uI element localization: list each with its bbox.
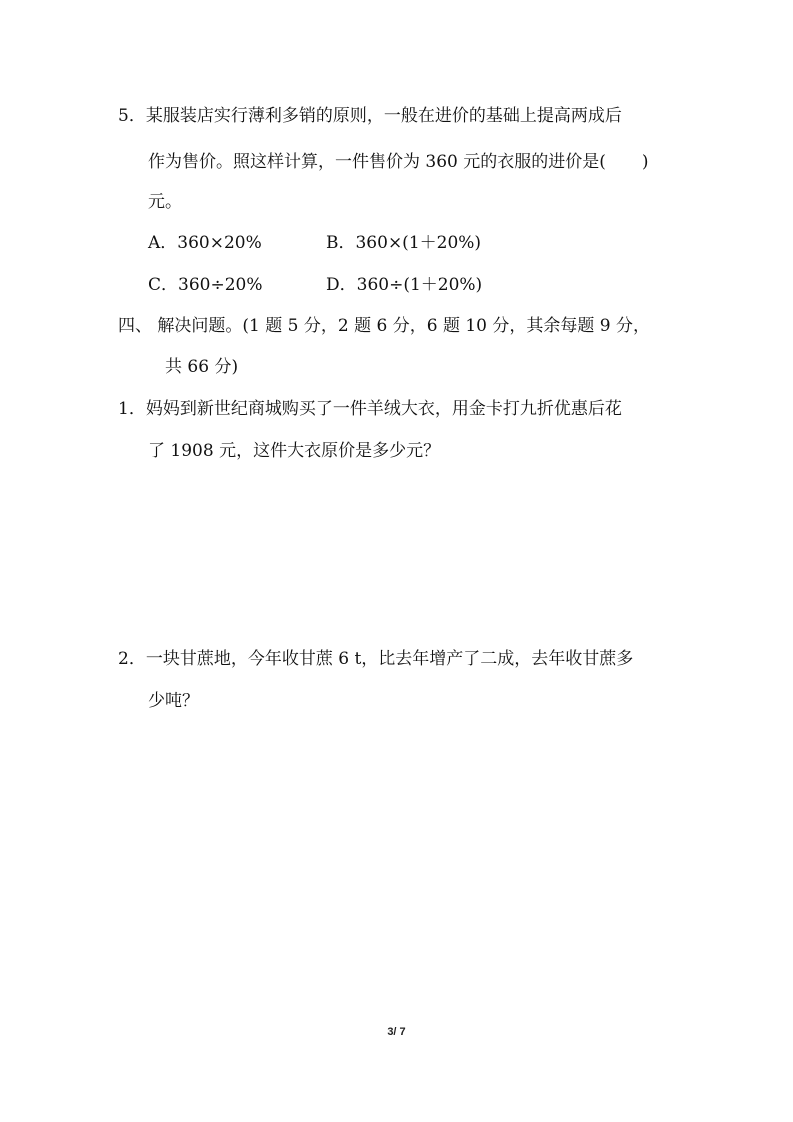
section-4-line2: 共 66 分) — [165, 357, 239, 377]
page-number: 3/ 7 — [387, 1026, 406, 1038]
p2-line2: 少吨？ — [148, 691, 199, 711]
option-d: D．360÷(1＋20%) — [326, 275, 483, 295]
q5-line2-text: 作为售价。照这样计算，一件售价为 360 元的衣服的进价是( — [148, 152, 606, 172]
option-a: A．360×20% — [148, 233, 262, 253]
option-c: C．360÷20% — [148, 275, 263, 295]
p2-line1: 2．一块甘蔗地，今年收甘蔗 6 t，比去年增产了二成，去年收甘蔗多 — [118, 649, 634, 669]
p1-line1: 1．妈妈到新世纪商城购买了一件羊绒大衣，用金卡打九折优惠后花 — [118, 399, 622, 419]
q5-line3: 元。 — [148, 192, 182, 212]
q5-line2-close: ) — [641, 152, 649, 172]
p1-line2: 了 1908 元，这件大衣原价是多少元？ — [148, 441, 441, 461]
q5-line2 — [148, 150, 649, 174]
section-4-line1: 四、 解决问题。(1 题 5 分，2 题 6 分，6 题 10 分，其余每题 9 分， — [118, 316, 651, 336]
option-b: B．360×(1＋20%) — [326, 233, 482, 253]
q5-line1: 5．某服装店实行薄利多销的原则，一般在进价的基础上提高两成后 — [118, 106, 622, 126]
